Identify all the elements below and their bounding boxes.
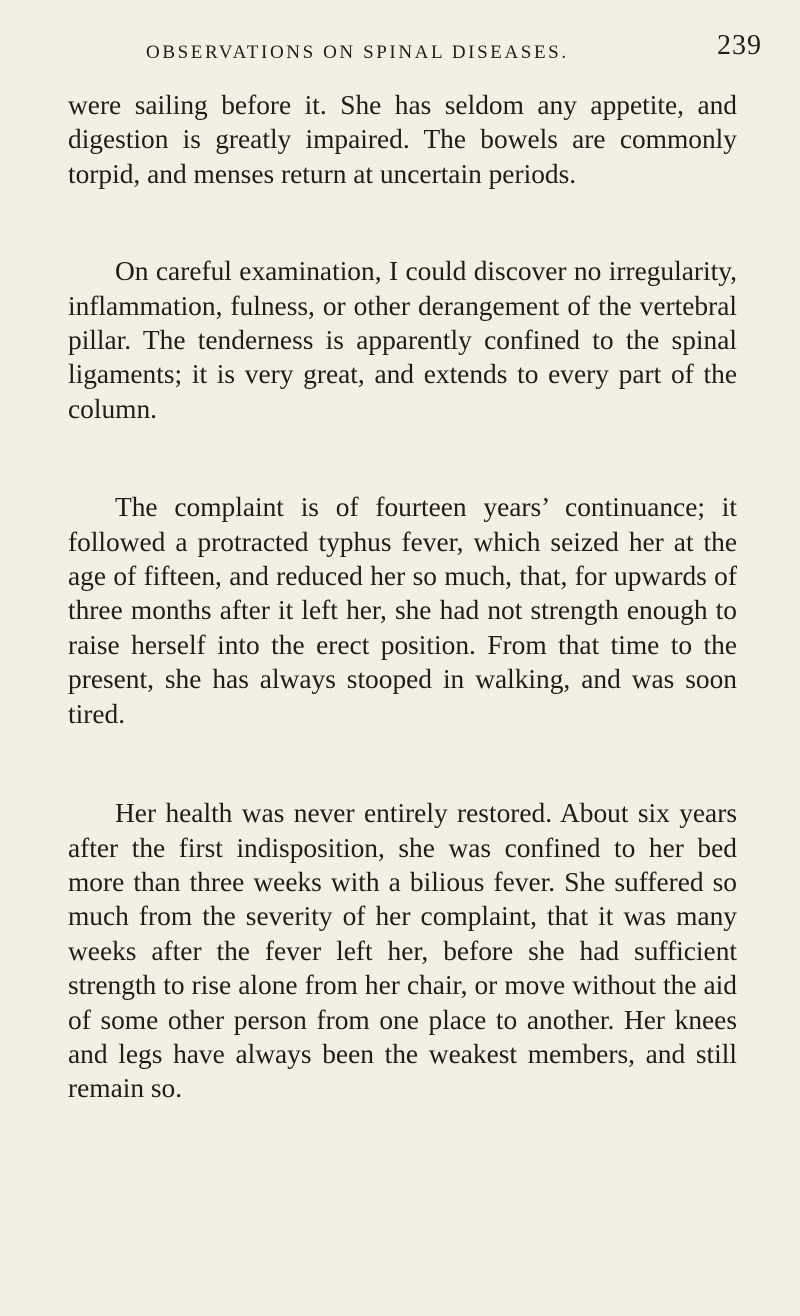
paragraph-examination: On careful examination, I could discover no irregularity, inflammation, fulness, or other derangement of the vertebral pillar. The tenderness is apparently confined to the spinal ligaments; it is very great, and extends to every part of the column. [68,256,737,424]
running-head: OBSERVATIONS ON SPINAL DISEASES. [146,42,569,63]
page-number: 239 [717,30,762,61]
body-text [68,88,737,1106]
paragraph-continuation: were sailing before it. She has seldom any appetite, and digestion is greatly impaired. The bowels are commonly torpid, and menses return at uncertain periods. [68,90,737,189]
paragraph-complaint-history: The complaint is of fourteen years’ continuance; it followed a protracted typhus fever, which seized her at the age of fifteen, and reduced her so much, that, for upwards of three months after it left her, she had not strength enough to raise herself into the erect position. From that time to the present, she has always stooped in walking, and was soon tired. [68,492,737,729]
paragraph-health: Her health was never entirely restored. About six years after the first indisposition, she was confined to her bed more than three weeks with a bilious fever. She suffered so much from the severity of her complaint, that it was many weeks after the fever left her, before she had sufficient strength to rise alone from her chair, or move without the aid of some other person from one place to another. Her knees and legs have always been the weakest members, and still remain so. [68,798,737,1104]
